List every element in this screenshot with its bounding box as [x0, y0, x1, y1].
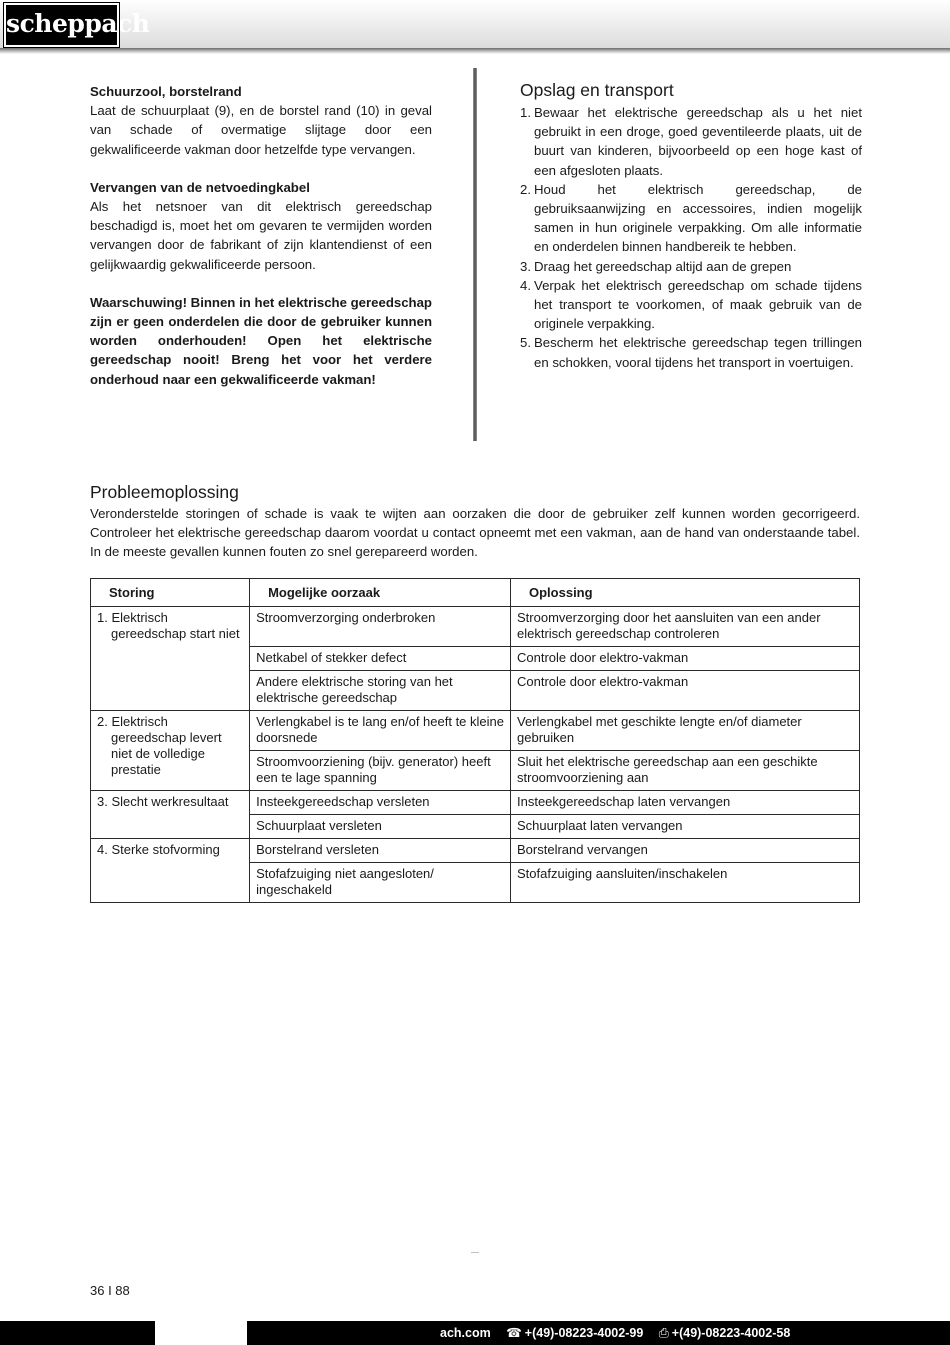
list-number: 4.: [520, 277, 531, 293]
netvoeding-paragraph: Als het netsnoer van dit elektrisch gereedschap beschadigd is, moet het om gevaren te vermijden worden vervangen door de fabrikant of zijn klantendienst of een gelijkwaardig gekwalificeerde persoon.: [90, 199, 432, 272]
list-text: Bewaar het elektrische gereedschap als u het niet gebruikt in een droge, goed geventileerde plaats, uit de buurt van kinderen, bijvoorbeeld op een hoge kast of een afgesloten plaats.: [534, 105, 862, 178]
storing-cell: [91, 711, 250, 791]
phone-icon: ☎: [506, 1326, 522, 1340]
oorzaak-cell: Insteekgereedschap versleten: [250, 791, 511, 815]
oorzaak-cell: Schuurplaat versleten: [250, 815, 511, 839]
footer-fax: +(49)-08223-4002-58: [671, 1326, 791, 1340]
header-oplossing: Oplossing: [511, 579, 860, 607]
list-item: [520, 333, 862, 371]
oorzaak-cell: Andere elektrische storing van het elektrische gereedschap: [250, 671, 511, 711]
troubleshooting-section: [90, 481, 860, 562]
list-item: [520, 257, 862, 276]
schuurzool-heading: Schuurzool, borstelrand: [90, 84, 242, 99]
list-item: [520, 180, 862, 257]
header-oorzaak: Mogelijke oorzaak: [250, 579, 511, 607]
brand-logo: scheppach: [4, 3, 119, 47]
list-text: Bescherm het elektrische gereedschap tegen trillingen en schokken, vooral tijdens het transport in voertuigen.: [534, 335, 862, 370]
table-row: [91, 791, 860, 815]
oplossing-cell: Controle door elektro-vakman: [511, 647, 860, 671]
table-header-row: [91, 579, 860, 607]
oplossing-cell: Insteekgereedschap laten vervangen: [511, 791, 860, 815]
footer-phone: +(49)-08223-4002-99: [524, 1326, 644, 1340]
oorzaak-cell: Stofafzuiging niet aangesloten/ ingeschakeld: [250, 863, 511, 903]
storage-heading: Opslag en transport: [520, 80, 674, 100]
oplossing-cell: Borstelrand vervangen: [511, 839, 860, 863]
netvoeding-heading: Vervangen van de netvoedingkabel: [90, 179, 310, 195]
list-text: Verpak het elektrisch gereedschap om schade tijdens het transport te voorkomen, of maak gebruik van de originele verpakking.: [534, 277, 862, 332]
troubleshooting-table: [90, 578, 860, 903]
fax-icon: ⎙: [658, 1326, 669, 1340]
storing-text: 1. Elektrisch gereedschap start niet: [97, 610, 240, 641]
oplossing-cell: Controle door elektro-vakman: [511, 671, 860, 711]
list-text: Draag het gereedschap altijd aan de grepen: [534, 258, 792, 274]
list-number: 1.: [520, 105, 531, 120]
oplossing-cell: Stroomverzorging door het aansluiten van een ander elektrisch gereedschap controleren: [511, 607, 860, 647]
troubleshooting-intro: Veronderstelde storingen of schade is vaak te wijten aan oorzaken die door de gebruiker zelf kunnen worden gecorrigeerd. Controleer het elektrische gereedschap daarom voordat u contact opneemt met een vakman, aan de hand van onderstaande tabel. In de meeste gevallen kunnen fouten zo snel gerepareerd worden.: [90, 506, 860, 560]
storing-text: 2. Elektrisch gereedschap levert niet de volledige prestatie: [97, 714, 222, 777]
oplossing-cell: Stofafzuiging aansluiten/inschakelen: [511, 863, 860, 903]
troubleshooting-heading: Probleemoplossing: [90, 482, 239, 502]
oorzaak-cell: Stroomverzorging onderbroken: [250, 607, 511, 647]
warning-paragraph: Waarschuwing! Binnen in het elektrische gereedschap zijn er geen onderdelen die door de gebruiker kunnen worden onderhouden! Open het elektrische gereedschap nooit! Breng het voor het verdere onderhoud naar een gekwalificeerde vakman!: [90, 294, 432, 387]
table-row: [91, 607, 860, 647]
footer-website: ach.com: [440, 1326, 491, 1340]
oorzaak-cell: Netkabel of stekker defect: [250, 647, 511, 671]
list-number: 2.: [520, 181, 531, 197]
storing-cell: [91, 839, 250, 903]
oplossing-cell: Sluit het elektrische gereedschap aan een geschikte stroomvoorziening aan: [511, 751, 860, 791]
page-number: 36 I 88: [90, 1283, 130, 1298]
list-item: [520, 103, 862, 180]
oorzaak-cell: Verlengkabel is te lang en/of heeft te kleine doorsnede: [250, 711, 511, 751]
table-row: [91, 839, 860, 863]
center-mark: [471, 1252, 479, 1253]
oorzaak-cell: Borstelrand versleten: [250, 839, 511, 863]
oorzaak-cell: Stroomvoorziening (bijv. generator) heeft een te lage spanning: [250, 751, 511, 791]
right-column: [520, 79, 862, 372]
list-number: 3.: [520, 258, 531, 274]
schuurzool-paragraph: Laat de schuurplaat (9), en de borstel rand (10) in geval van schade of overmatige slijtage door een gekwalificeerde vakman door hetzelfde type vervangen.: [90, 103, 432, 157]
storing-text: 4. Sterke stofvorming: [97, 842, 220, 857]
footer-contact: [440, 1321, 790, 1345]
header-shadow: [0, 48, 950, 54]
storing-cell: [91, 791, 250, 839]
header-storing: Storing: [91, 579, 250, 607]
list-item: [520, 276, 862, 334]
table-row: [91, 711, 860, 751]
list-text: Houd het elektrisch gereedschap, de gebruiksaanwijzing en accessoires, indien mogelijk samen in hun originele verpakking. Om alle informatie en onderdelen binnen handbereik te hebben.: [534, 181, 862, 255]
left-column: [90, 82, 432, 389]
storing-cell: [91, 607, 250, 711]
column-divider: [473, 68, 477, 441]
storage-list: [520, 103, 862, 372]
oplossing-cell: Schuurplaat laten vervangen: [511, 815, 860, 839]
oplossing-cell: Verlengkabel met geschikte lengte en/of diameter gebruiken: [511, 711, 860, 751]
storing-text: 3. Slecht werkresultaat: [97, 794, 229, 809]
footer-gap: [155, 1321, 247, 1345]
list-number: 5.: [520, 335, 531, 351]
